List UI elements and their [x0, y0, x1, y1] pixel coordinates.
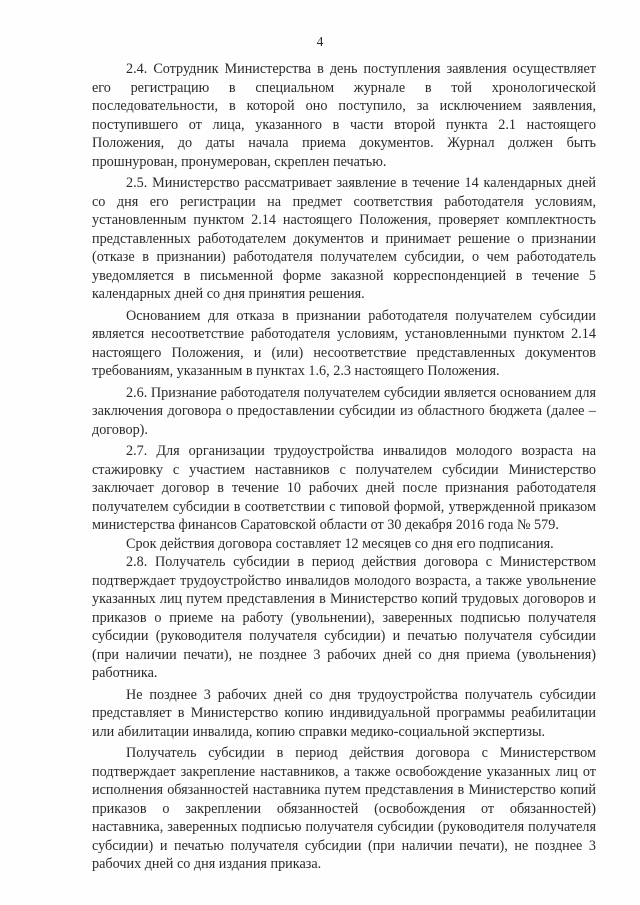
paragraph-mentor-assignment: Получатель субсидии в период действия договора с Министерством подтверждает закрепление наставников, а также освобождение указанных лиц от исполнения обязанностей наставника путем представления в Министерство копий приказов о закреплении обязанностей (освобождения от обязанностей) наставника, заверенных подписью получателя субсидии (руководителя получателя субсидии) и печатью получателя субсидии (при наличии печати), не позднее 3 рабочих дней со дня издания приказа.	[92, 745, 596, 872]
paragraph-rehabilitation-program: Не позднее 3 рабочих дней со дня трудоустройства получатель субсидии представляет в Министерство копию индивидуальной программы реабилитации или абилитации инвалида, копию справки медико-социальной экспертизы.	[92, 686, 596, 740]
paragraph-2-4: 2.4. Сотрудник Министерства в день поступления заявления осуществляет его регистрацию в специальном журнале в той хронологической последовательности, в которой оно поступило, за исключением заявления, поступившего от лица, указанного в части второй пункта 2.1 настоящего Положения, до даты начала приема документов. Журнал должен быть прошнурован, пронумерован, скреплен печатью.	[92, 61, 596, 170]
paragraph-2-7: 2.7. Для организации трудоустройства инвалидов молодого возраста на стажировку с участием наставников с получателем субсидии Министерство заключает договор в течение 10 рабочих дней после признания работодателя получателем субсидии в соответствии с типовой формой, утвержденной приказом министерства финансов Саратовской области от 30 декабря 2016 года № 579.	[92, 443, 596, 533]
paragraph-2-5: 2.5. Министерство рассматривает заявление в течение 14 календарных дней со дня его регистрации на предмет соответствия работодателя условиям, установленным пунктом 2.14 настоящего Положения, проверяет комплектность представленных работодателем документов и принимает решение о признании (отказе в признании) работодателя получателем субсидии, о чем работодатель уведомляется в письменной форме заказной корреспонденцией в течение 5 календарных дней со дня принятия решения.	[92, 175, 596, 302]
paragraph-2-6: 2.6. Признание работодателя получателем субсидии является основанием для заключения договора о предоставлении субсидии из областного бюджета (далее – договор).	[92, 384, 596, 438]
paragraph-contract-term: Срок действия договора составляет 12 месяцев со дня его подписания.	[126, 535, 554, 552]
paragraph-refusal-grounds: Основанием для отказа в признании работодателя получателем субсидии является несоответствие работодателя условиям, установленными пунктом 2.14 настоящего Положения, и (или) несоответствие представленных документов требованиям, указанным в пунктах 1.6, 2.3 настоящего Положения.	[92, 307, 596, 379]
page-number: 4	[316, 34, 324, 49]
paragraph-2-8: 2.8. Получатель субсидии в период действия договора с Министерством подтверждает трудоустройство инвалидов молодого возраста, а также увольнение указанных лиц путем представления в Министерство копий трудовых договоров и приказов о приеме на работу (увольнении), заверенных подписью получателя субсидии (руководителя получателя субсидии) и печатью получателя субсидии (при наличии печати), не позднее 3 рабочих дней со дня приема (увольнения) работника.	[92, 554, 596, 681]
document-body	[92, 60, 596, 874]
